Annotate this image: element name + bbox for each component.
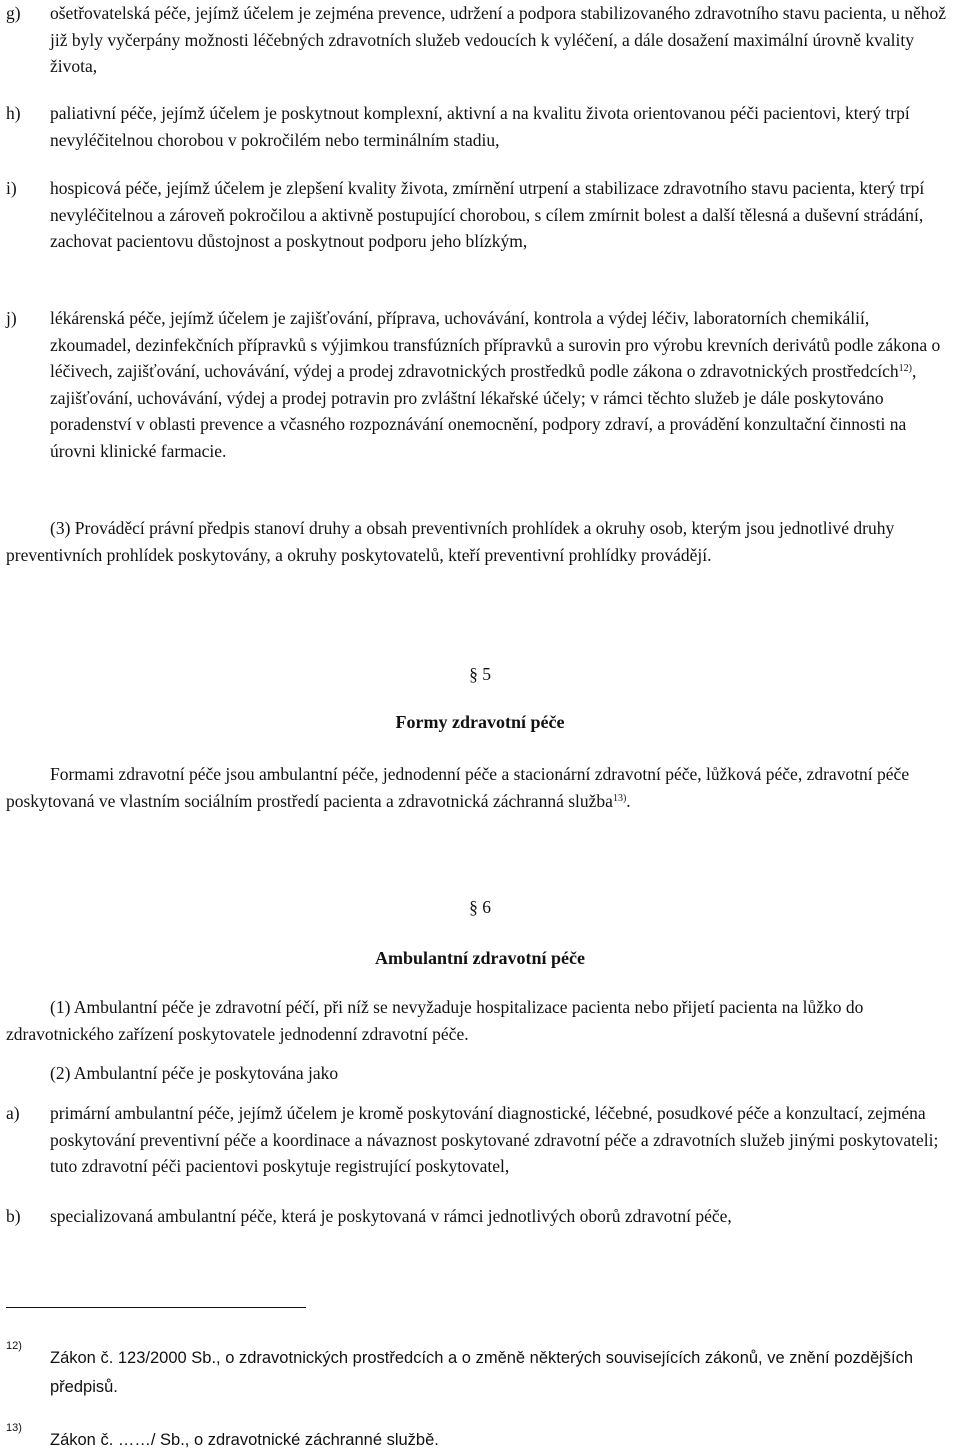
- list-item-j: [6, 305, 954, 464]
- item-text-part-b: , zajišťování, uchovávání, výdej a prodej potravin pro zvláštní lékařské účely; v rámci těchto služeb je dále poskytováno poradenství v oblasti prevence a včasného rozpoznávání onemocnění, podpory zdraví, a provádění konzultační činnosti na úrovni klinické farmacie.: [50, 361, 917, 461]
- paragraph-3: [6, 515, 954, 568]
- footnote-text: Zákon č. 123/2000 Sb., o zdravotnických prostředcích a o změně některých souvisejících zákonů, ve znění pozdějších předpisů.: [50, 1349, 914, 1396]
- list-item-g: [6, 0, 954, 80]
- item-mark: a): [6, 1103, 20, 1123]
- section-5-end: .: [626, 790, 631, 811]
- item-mark: j): [6, 308, 17, 328]
- section-6-paragraph-2-text: (2) Ambulantní péče je poskytována jako: [50, 1063, 339, 1083]
- footnote-13: [6, 1422, 954, 1455]
- item-mark: g): [6, 3, 21, 23]
- item-text: primární ambulantní péče, jejímž účelem je kromě poskytování diagnostické, léčebné, posudkové péče a konzultací, zejména poskytování preventivní péče a koordinace a návaznost poskytované zdravotní péče a zdravotních služeb jinými poskytovateli; tuto zdravotní péči pacientovi poskytuje registrující poskytovatel,: [50, 1103, 939, 1176]
- item-mark: b): [6, 1206, 21, 1226]
- footnote-12: [6, 1340, 954, 1402]
- section-6-paragraph-1-text: (1) Ambulantní péče je zdravotní péčí, při níž se nevyžaduje hospitalizace pacienta nebo přijetí pacienta na lůžko do zdravotnického zařízení poskytovatele jednodenní zdravotní péče.: [6, 997, 864, 1044]
- footnote-mark: 12): [6, 1340, 22, 1352]
- section-6-paragraph-2: [6, 1060, 954, 1087]
- paragraph-3-text: (3) Prováděcí právní předpis stanoví druhy a obsah preventivních prohlídek a okruhy osob, kterým jsou jednotlivé druhy preventivních prohlídek poskytovány, a okruhy poskytovatelů, kteří preventivní prohlídky provádějí.: [6, 518, 895, 565]
- item-text: paliativní péče, jejímž účelem je poskytnout komplexní, aktivní a na kvalitu života orientovanou péči pacientovi, který trpí nevyléčitelnou chorobou v pokročilém nebo terminálním stadiu,: [50, 103, 910, 150]
- footnote-separator: [6, 1307, 306, 1308]
- section-5-number: § 5: [469, 664, 491, 684]
- section-5-paragraph: [6, 761, 954, 814]
- item-text: [50, 305, 954, 464]
- section-6-paragraph-1: [6, 994, 954, 1047]
- item-mark: i): [6, 178, 17, 198]
- footnote-text: Zákon č. ……/ Sb., o zdravotnické záchranné službě.: [50, 1431, 439, 1449]
- section-6-number: § 6: [469, 897, 491, 917]
- item-text: specializovaná ambulantní péče, která je poskytovaná v rámci jednotlivých oborů zdravotní péče,: [50, 1206, 732, 1226]
- footnote-ref-13: 13): [612, 792, 627, 804]
- list-item-h: [6, 100, 954, 153]
- item-text: ošetřovatelská péče, jejímž účelem je zejména prevence, udržení a podpora stabilizovaného zdravotního stavu pacienta, u něhož již byly vyčerpány možnosti léčebných zdravotních služeb vedoucích k vyléčení, a dále dosažení maximální úrovně kvality života,: [50, 3, 947, 76]
- footnote-ref-12: 12): [898, 363, 912, 374]
- item-text: hospicová péče, jejímž účelem je zlepšení kvality života, zmírnění utrpení a stabilizace zdravotního stavu pacienta, který trpí nevyléčitelnou a zároveň pokročilou a aktivně postupující chorobou, s cílem zmírnit bolest a další tělesná a duševní strádání, zachovat pacientovu důstojnost a poskytnout podporu jeho blízkým,: [50, 178, 925, 251]
- section-6-title: Ambulantní zdravotní péče: [374, 948, 585, 968]
- list-item-i: [6, 175, 954, 255]
- section-5-text: Formami zdravotní péče jsou ambulantní péče, jednodenní péče a stacionární zdravotní péče, lůžková péče, zdravotní péče poskytovaná ve vlastním sociálním prostředí pacienta a zdravotnická záchranná služba: [6, 764, 910, 811]
- item-mark: h): [6, 103, 21, 123]
- section-5-title: Formy zdravotní péče: [395, 712, 565, 732]
- footnote-mark: 13): [6, 1422, 22, 1434]
- item-text-part-a: lékárenská péče, jejímž účelem je zajišťování, příprava, uchovávání, kontrola a výdej léčiv, laboratorních chemikálií, zkoumadel, dezinfekčních přípravků s výjimkou transfúzních přípravků a surovin pro výrobu krevních derivátů podle zákona o léčivech, zajišťování, uchovávání, výdej a prodej zdravotnických prostředků podle zákona o zdravotnických prostředcích: [50, 308, 941, 381]
- list-item-b: [6, 1203, 954, 1230]
- list-item-a: [6, 1100, 954, 1180]
